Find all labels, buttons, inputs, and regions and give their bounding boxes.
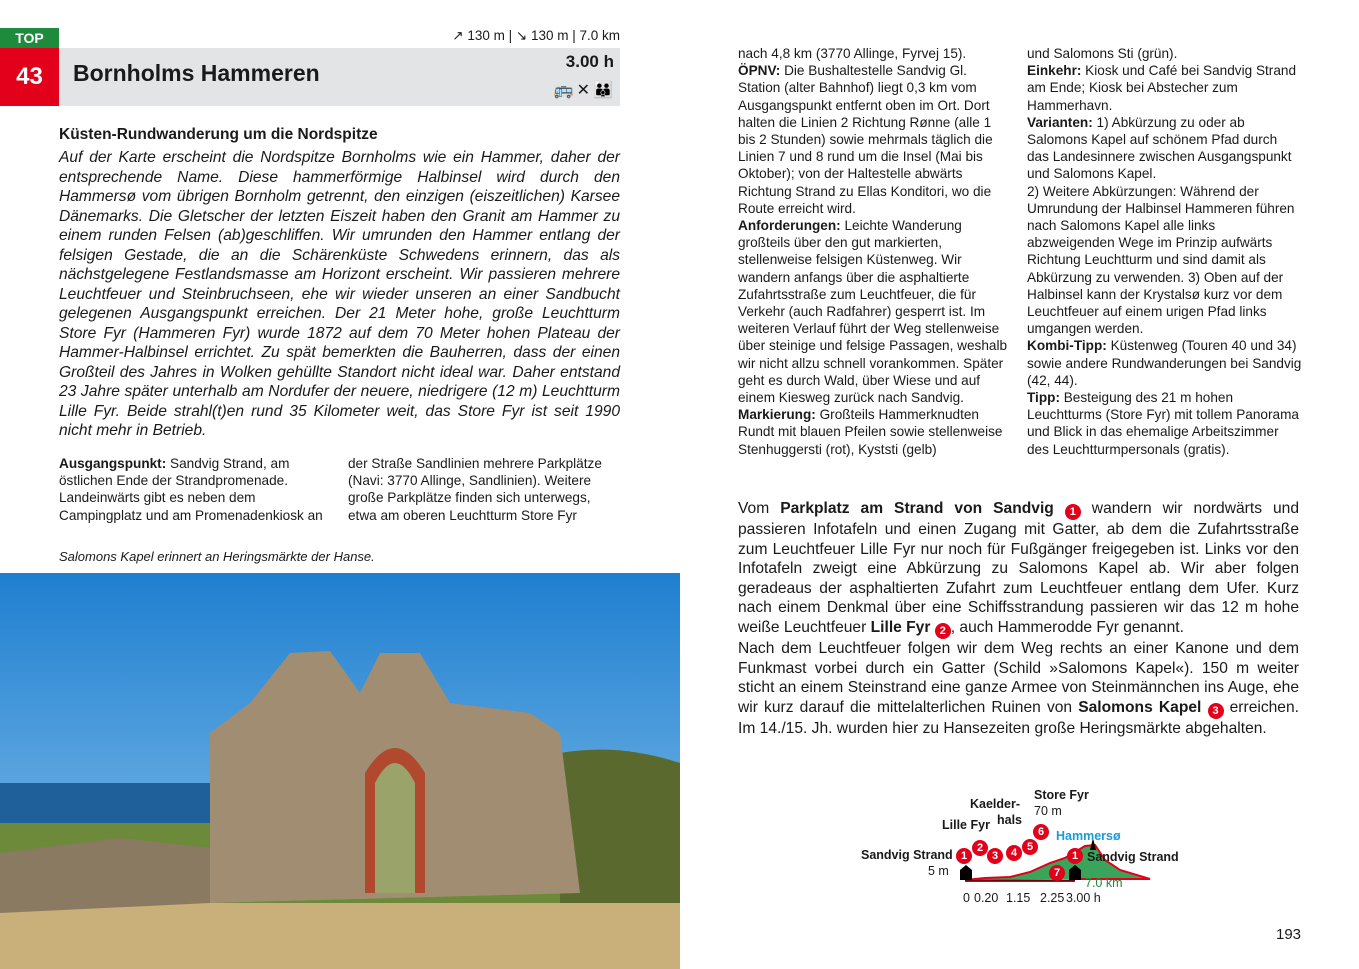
profile-label: Lille Fyr [942,818,990,832]
text: Großteils Hammerknudten Rundt mit blauen Pfeilen sowie stellenweise Stenhuggersti (rot), Kyststi (gelb) [738,407,1003,457]
tour-number: 43 [0,48,59,106]
place: Lille Fyr [870,618,931,636]
start-info [59,455,329,524]
profile-label: Sandvig Strand [1087,850,1179,864]
elevation-profile [850,780,1190,910]
oepnv-info [738,62,1012,217]
page-number: 193 [1276,926,1302,943]
label: ÖPNV: [738,63,781,79]
waypoint-marker: 2 [972,840,988,856]
profile-label: Kaelder- [970,797,1021,811]
einkehr-info [1027,62,1302,114]
label: Markierung: [738,407,816,423]
waypoint-marker: 1 [1065,504,1081,520]
label: Anforderungen: [738,218,841,234]
marking-info [738,406,1012,458]
profile-label: hals [997,813,1023,827]
text: Kiosk und Café bei Sandvig Strand am Ende; Kiosk bei Abstecher zum Hammerhavn. [1027,63,1297,113]
waypoint-marker: 6 [1033,824,1049,840]
info-column-2 [1027,45,1302,458]
tick-label: 3.00 h [1066,891,1101,905]
kombi-info [1027,337,1302,389]
tip-info [1027,389,1302,458]
subtitle: Küsten-Rundwanderung um die Nordspitze [59,126,378,143]
label: Ausgangspunkt: [59,456,167,471]
marking-info-end: und Salomons Sti (grün). [1027,46,1178,61]
label: Tipp: [1027,390,1060,406]
family-icon: 👪 [593,82,616,99]
profile-label: Sandvig Strand [861,848,953,862]
requirements-info [738,217,1012,406]
start-info-cont: der Straße Sandlinien mehrere Parkplätze (Navi: 3770 Allinge, Sandlinien). Weitere große Parkplätze finden sich unterwegs, etwa am oberen Leuchtturm Store Fyr [348,456,602,523]
waypoint-marker: 2 [935,623,951,639]
text: Leichte Wanderung großteils über den gut markierten, stellenweise felsigen Küstenweg. Wir wandern anfangs über die asphaltierte Zufahrtsstraße zum Leuchtfeuer, die für Verkehr (auch Radfahrer) gesperrt ist. Im weiteren Verlauf führt der Weg stellenweise über steinige und felsige Passagen, weshalb wir nicht allzu schnell vorankommen. Später geht es durch Wald, über Wiese und auf einem Kiesweg zurück nach Sandvig. [738,218,1008,406]
tick-label: 0.20 [974,891,999,905]
top-badge: TOP [0,28,59,48]
place: Parkplatz am Strand von Sandvig [780,500,1054,517]
photo-caption: Salomons Kapel erinnert an Heringsmärkte der Hanse. [59,549,375,564]
profile-label: 5 m [928,864,949,878]
text: , auch Hammerodde Fyr genannt. [950,618,1184,636]
text: Sandvig Strand, am östlichen Ende der Strandpromenade. Landeinwärts gibt es neben dem Campingplatz und am Promenadenkiosk an [59,456,323,523]
profile-label: Store Fyr [1034,788,1089,802]
info-column-1 [738,45,1012,458]
tour-stats: ↗ 130 m | ↘ 130 m | 7.0 km [452,28,620,43]
intro-text: Auf der Karte erscheint die Nordspitze Bornholms wie ein Hammer, daher der entsprechende Name. Diese hammerförmige Halbinsel wird durch den Hammersø vom übrigen Bornholm getrennt, den einzigen (eiszeitlichen) Karsee Dänemarks. Die Gletscher der letzten Eiszeit haben den Granit am Hammer zu einem runden Felsen (ab)geschliffen. Wir umrunden den Hammer entlang der felsigen Gestade, die an die Schärenküste Schwedens erinnern, das als nächstgelegene Festlandsmasse am Horizont erscheint. Wir passieren mehrere Leuchtfeuer und Steinbruchseen, ehe wir wieder unseren an einer Sandbucht gelegenen Ausgangspunkt erreichen. Der 21 Meter hohe, große Leuchtturm Store Fyr (Hammeren Fyr) wurde 1872 auf dem 70 Meter hohen Plateau der Hammer-Halbinsel errichtet. Zu spät bemerkten die Bauherren, dass der einen Großteil des Jahres in Wolken gehüllte Standort nicht ideal war. Daher entstand 23 Jahre später unterhalb am Nordufer der neuere, niedrigere (12 m) Leuchtturm Lille Fyr. Beide strahl(t)en rund 35 Kilometer weit, das Store Fyr ist seit 1990 nicht mehr in Betrieb. [59,149,620,439]
text: Nach dem Leuchtfeuer folgen wir dem Weg rechts an einer Kanone und dem Funkmast vorbei durch ein Gatter (Schild »Salomons Kapel«). 150 m weiter sticht an einem Steinstrand eine ganze Armee von Steinmännchen ins Auge, ehe wir kurz darauf die mittelalterlichen Ruinen von [738,639,1299,716]
waypoint-marker: 1 [956,848,972,864]
text: erreichen. Im 14./15. Jh. wurden hier zu Hansezeiten große Heringsmärkte abgehalten. [738,698,1299,737]
tour-icons [554,80,616,100]
tick-label: 0 [963,891,970,905]
label: Kombi-Tipp: [1027,338,1107,354]
text: Küstenweg (Touren 40 und 34) sowie andere Rundwanderungen bei Sandvig (42, 44). [1027,338,1302,388]
page-title: Bornholms Hammeren [73,60,320,86]
start-info-end: nach 4,8 km (3770 Allinge, Fyrvej 15). [738,46,967,61]
bus-icon: 🚌 [553,82,577,99]
variants-info-2: 2) Weitere Abkürzungen: Während der Umrundung der Halbinsel Hammeren führen nach Salomons Kapel alle links abzweigenden Wege im Prinzip aufwärts Richtung Leuchtturm und sind damit als Abkürzung zu verwenden. 3) Oben auf der Halbinsel kann der Krystalsø kurz vor dem Leuchtfeuer auf einem urigen Pfad links umgangen werden. [1027,183,1295,337]
route-description [738,499,1299,738]
waypoint-marker: 4 [1006,845,1022,861]
label: Einkehr: [1027,63,1082,79]
text: Die Bushaltestelle Sandvig Gl. Station (alter Bahnhof) liegt 0,3 km vom Ausgangspunkt entfernt oben im Ort. Dort halten die Linien 2 Richtung Rønne (alle 1 bis 2 Stunden) sowie mehrmals täglich die Linien 7 und 8 rund um die Insel (Mai bis Oktober); von der Haltestelle abwärts Richtung Strand zu Ellas Konditori, wo die Route erreicht wird. [738,63,993,216]
variants-info [1027,114,1302,183]
waypoint-marker: 3 [987,848,1003,864]
place: Salomons Kapel [1078,698,1202,716]
profile-label: Hammersø [1056,829,1121,843]
waypoint-marker: 1 [1067,848,1083,864]
paragraph [738,499,1299,639]
label: Varianten: [1027,114,1093,130]
tick-label: 1.15 [1006,891,1031,905]
profile-label: 7.0 km [1085,876,1123,890]
text: 1) Abkürzung zu oder ab Salomons Kapel auf schönem Pfad durch das Landesinnere zwischen Ausgangspunkt und Salomons Kapel. [1027,114,1292,182]
tick-label: 2.25 [1040,891,1065,905]
text: wandern wir nordwärts und passieren Infotafeln und einen Zugang mit Gatter, ab dem die Zufahrtsstraße zum Leuchtfeuer Lille Fyr nur noch für Fußgänger freigegeben ist. Links vor den Infotafeln zweigt eine Abkürzung zu Salomons Kapel ab. Wir aber folgen geradeaus der asphaltierten Zufahrt zum Leuchtfeuer entlang dem Ufer. Kurz nach einem Denkmal über eine Schiffsstrandung passieren wir das 12 m hohe weiße Leuchtfeuer [738,500,1299,636]
paragraph [738,639,1299,738]
tour-duration: 3.00 h [565,52,614,71]
restaurant-icon: ✕ [576,82,594,99]
waypoint-marker: 3 [1208,703,1224,719]
waypoint-marker: 7 [1049,865,1065,881]
photo-salomons-kapel [0,573,680,969]
waypoint-marker: 5 [1022,839,1038,855]
text: Vom [738,500,781,517]
profile-label: 70 m [1034,804,1062,818]
text: Besteigung des 21 m hohen Leuchtturms (Store Fyr) mit tollem Panorama und Blick in das ehemalige Arbeitszimmer des Leuchtturmpersonals (gratis). [1027,390,1299,457]
